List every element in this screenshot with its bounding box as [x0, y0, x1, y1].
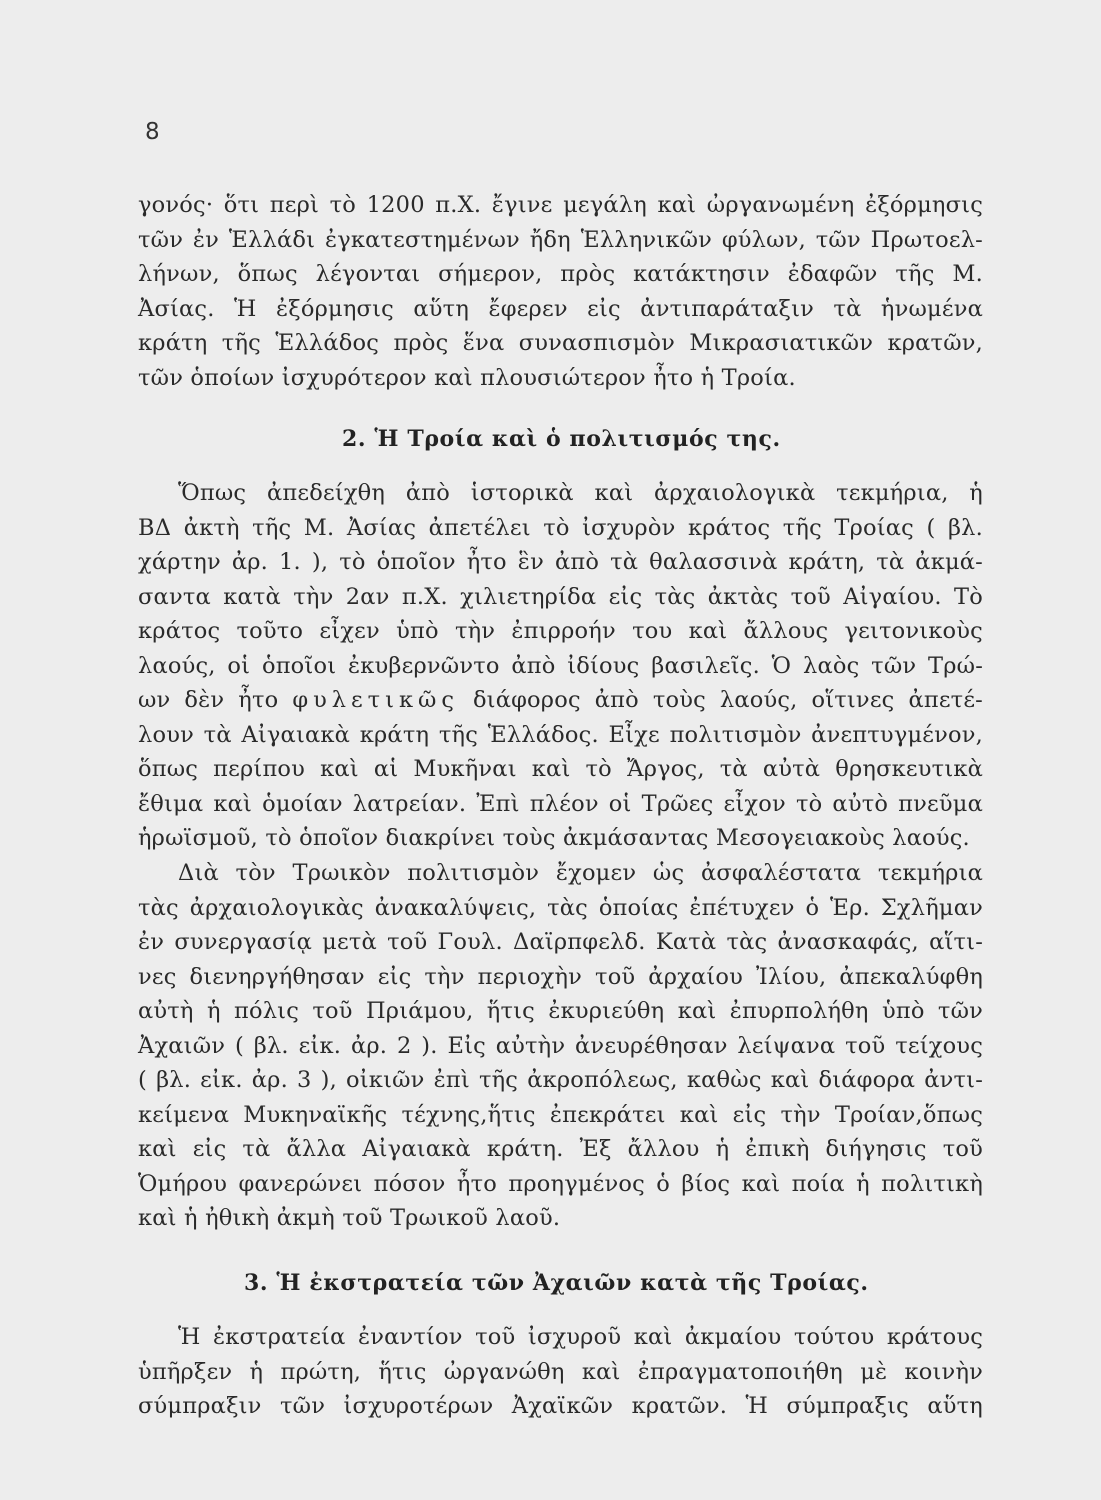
paragraph-line: αὐτὴ ἡ πόλις τοῦ Πριάμου, ἥτις ἐκυριεύθη καὶ ἐπυρπολήθη ὑπὸ τῶν [138, 998, 983, 1024]
page-number: 8 [145, 119, 160, 145]
paragraph-line: Διὰ τὸν Τρωικὸν πολιτισμὸν ἔχομεν ὡς ἀσφαλέστατα τεκμήρια [178, 860, 983, 886]
paragraph-line: νες διενηργήθησαν εἰς τὴν περιοχὴν τοῦ ἀρχαίου Ἰλίου, ἀπεκαλύφθη [138, 963, 983, 990]
spaced-word: φυλετικῶς [292, 687, 459, 713]
paragraph-line: κράτη τῆς Ἑλλάδος πρὸς ἕνα συνασπισμὸν Μικρασιατικῶν κρατῶν, [138, 330, 983, 356]
paragraph-line: χάρτην ἀρ. 1. ), τὸ ὁποῖον ἦτο ἓν ἀπὸ τὰ θαλασσινὰ κράτη, τὰ ἀκμά- [138, 549, 983, 575]
paragraph-line: ἐν συνεργασίᾳ μετὰ τοῦ Γουλ. Δαϊρπφελδ. Κατὰ τὰς ἀνασκαφάς, αἵτι- [138, 929, 983, 955]
paragraph-line: ΒΔ ἀκτὴ τῆς Μ. Ἀσίας ἀπετέλει τὸ ἰσχυρὸν κράτος τῆς Τροίας ( βλ. [138, 514, 983, 541]
paragraph-line: κράτος τοῦτο εἶχεν ὑπὸ τὴν ἐπιρροήν του καὶ ἄλλους γειτονικοὺς [138, 618, 983, 644]
line-fragment: διάφορος ἀπὸ τοὺς λαούς, οἵτινες ἀπετέ- [458, 687, 983, 713]
paragraph-line: ἡρωϊσμοῦ, τὸ ὁποῖον διακρίνει τοὺς ἀκμάσαντας Μεσογειακοὺς λαούς. [138, 825, 970, 851]
paragraph-line: λαούς, οἱ ὁποῖοι ἐκυβερνῶντο ἀπὸ ἰδίους βασιλεῖς. Ὁ λαὸς τῶν Τρώ- [138, 652, 983, 679]
paragraph-line: λουν τὰ Αἰγαιακὰ κράτη τῆς Ἑλλάδος. Εἶχε πολιτισμὸν ἀνεπτυγμένον, [138, 721, 983, 748]
paragraph-1 [138, 188, 983, 395]
paragraph-line: Ὁμήρου φανερώνει πόσον ἦτο προηγμένος ὁ βίος καὶ ποία ἡ πολιτικὴ [138, 1170, 983, 1197]
paragraph-line: Ἀχαιῶν ( βλ. εἰκ. ἀρ. 2 ). Εἰς αὐτὴν ἀνευρέθησαν λείψανα τοῦ τείχους [138, 1032, 983, 1059]
paragraph-line: γονός· ὅτι περὶ τὸ 1200 π.Χ. ἔγινε μεγάλη καὶ ὠργανωμένη ἐξόρμησις [138, 192, 983, 218]
section-heading-3: 3. Ἡ ἐκστρατεία τῶν Ἀχαιῶν κατὰ τῆς Τροίας. [244, 1270, 869, 1296]
paragraph-line: λήνων, ὅπως λέγονται σήμερον, πρὸς κατάκτησιν ἐδαφῶν τῆς Μ. [138, 261, 983, 287]
paragraph-line: καὶ ἡ ἠθικὴ ἀκμὴ τοῦ Τρωικοῦ λαοῦ. [138, 1205, 561, 1231]
paragraph-line: ὑπῆρξεν ἡ πρώτη, ἥτις ὠργανώθη καὶ ἐπραγματοποιήθη μὲ κοινὴν [138, 1358, 983, 1385]
line-fragment: ων δὲν ἦτο [138, 687, 293, 713]
paragraph-line: ὅπως περίπου καὶ αἱ Μυκῆναι καὶ τὸ Ἄργος, τὰ αὐτὰ θρησκευτικὰ [138, 756, 983, 782]
paragraph-line: Ὅπως ἀπεδείχθη ἀπὸ ἱστορικὰ καὶ ἀρχαιολογικὰ τεκμήρια, ἡ [178, 480, 983, 506]
paragraph-line: κείμενα Μυκηναϊκῆς τέχνης,ἥτις ἐπεκράτει καὶ εἰς τὴν Τροίαν,ὅπως [138, 1101, 983, 1128]
paragraph-line: τῶν ἐν Ἑλλάδι ἐγκατεστημένων ἤδη Ἑλληνικῶν φύλων, τῶν Πρωτοελ- [138, 226, 983, 253]
paragraph-line: ἔθιμα καὶ ὁμοίαν λατρείαν. Ἐπὶ πλέον οἱ Τρῶες εἶχον τὸ αὐτὸ πνεῦμα [138, 790, 983, 817]
paragraph-line: σαντα κατὰ τὴν 2αν π.Χ. χιλιετηρίδα εἰς τὰς ἀκτὰς τοῦ Αἰγαίου. Τὸ [138, 583, 983, 610]
section-heading-2: 2. Ἡ Τροία καὶ ὁ πολιτισμός της. [342, 426, 781, 452]
paragraph-line: τῶν ὁποίων ἰσχυρότερον καὶ πλουσιώτερον ἦτο ἡ Τροία. [138, 364, 796, 391]
paragraph-4 [138, 1320, 983, 1424]
paragraph-line: Ἡ ἐκστρατεία ἐναντίον τοῦ ἰσχυροῦ καὶ ἀκμαίου τούτου κράτους [178, 1324, 983, 1350]
paragraph-line: καὶ εἰς τὰ ἄλλα Αἰγαιακὰ κράτη. Ἐξ ἄλλου ἡ ἐπικὴ διήγησις τοῦ [138, 1136, 983, 1162]
paragraph-line: τὰς ἀρχαιολογικὰς ἀνακαλύψεις, τὰς ὁποίας ἐπέτυχεν ὁ Ἑρ. Σχλῆμαν [138, 894, 983, 921]
paragraph-line: ( βλ. εἰκ. ἀρ. 3 ), οἰκιῶν ἐπὶ τῆς ἀκροπόλεως, καθὼς καὶ διάφορα ἀντι- [138, 1067, 983, 1093]
paragraph-line: Ἀσίας. Ἡ ἐξόρμησις αὕτη ἔφερεν εἰς ἀντιπαράταξιν τὰ ἡνωμένα [138, 295, 983, 322]
paragraph-3 [138, 856, 983, 1236]
paragraph-line-spaced [138, 683, 983, 718]
paragraph-line: σύμπραξιν τῶν ἰσχυροτέρων Ἀχαϊκῶν κρατῶν. Ἡ σύμπραξις αὕτη [138, 1393, 983, 1419]
paragraph-2 [138, 476, 983, 856]
